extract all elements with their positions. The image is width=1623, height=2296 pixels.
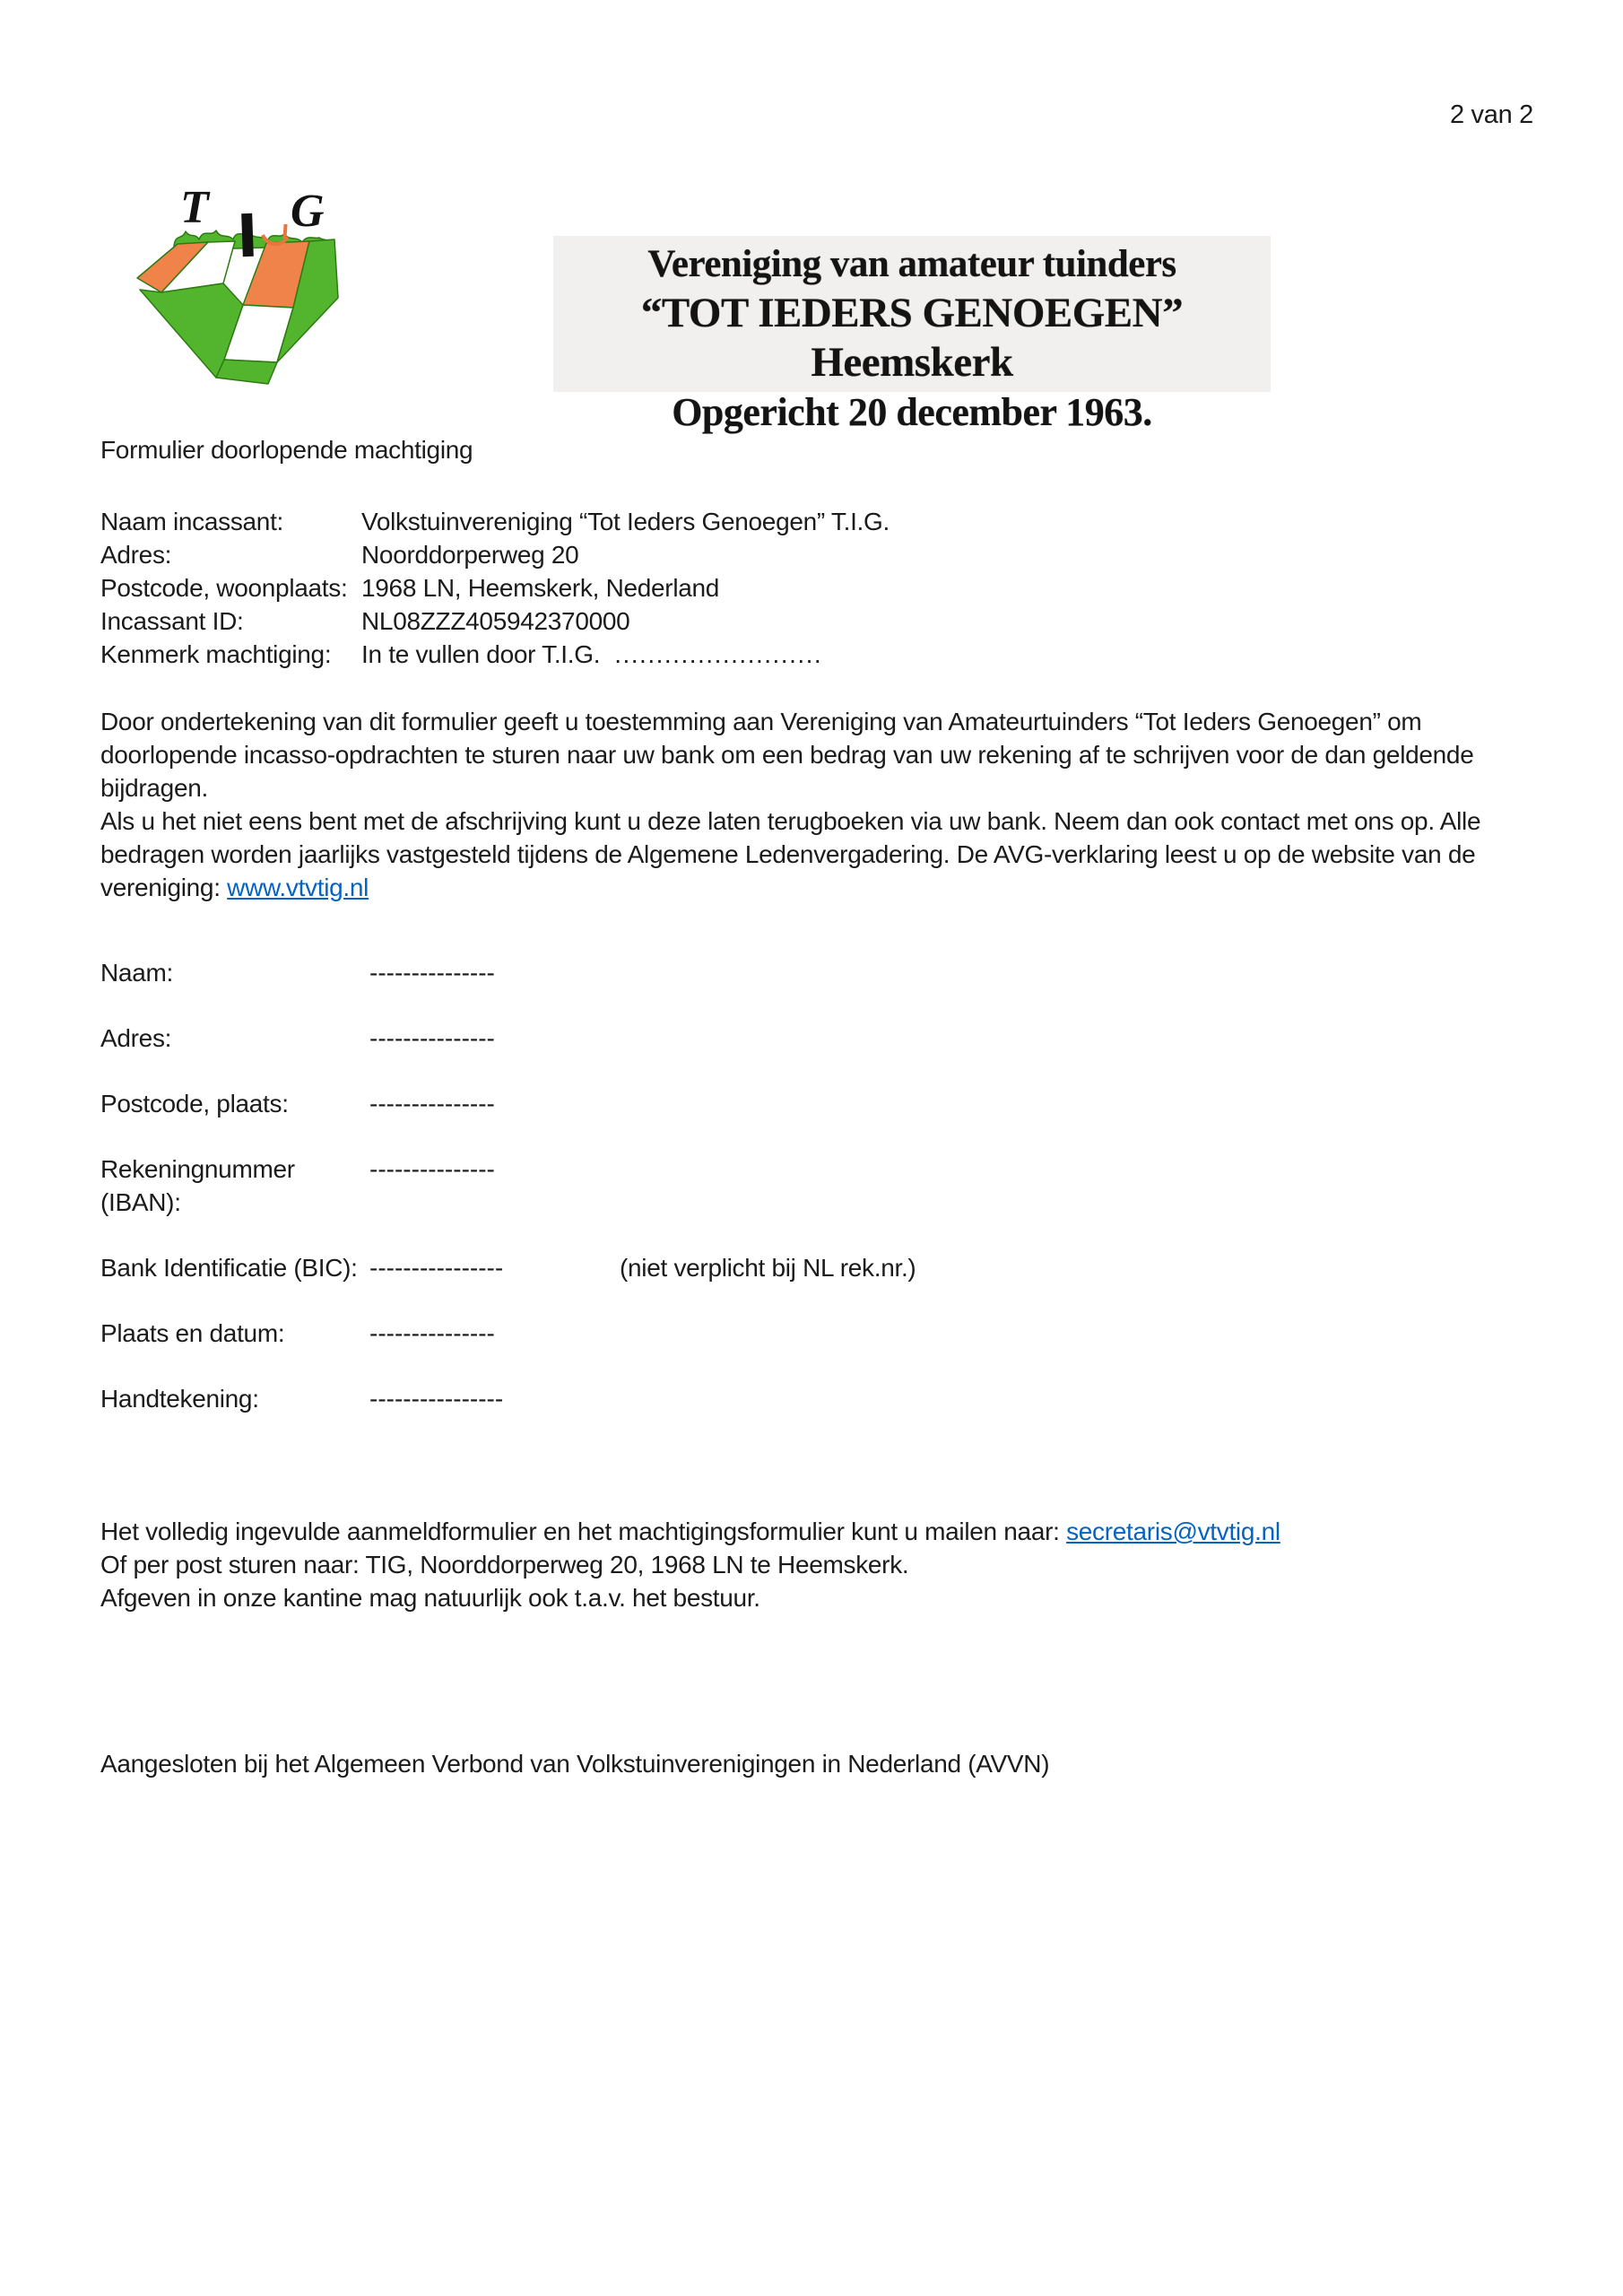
return-instructions xyxy=(100,1515,1542,1614)
field-blank-line: --------------- xyxy=(369,1024,495,1052)
post-line: Of per post sturen naar: TIG, Noorddorperweg 20, 1968 LN te Heemskerk. xyxy=(100,1551,909,1578)
field-label: Plaats en datum: xyxy=(100,1319,285,1347)
creditor-label: Naam incassant: xyxy=(100,508,284,535)
field-label: Adres: xyxy=(100,1024,172,1052)
field-row-adres xyxy=(100,1022,1542,1055)
kantine-line: Afgeven in onze kantine mag natuurlijk ook t.a.v. het bestuur. xyxy=(100,1584,760,1612)
field-label: Rekeningnummer (IBAN): xyxy=(100,1155,295,1216)
tig-logo-icon xyxy=(131,163,343,404)
logo-letter-g: G xyxy=(291,186,325,237)
field-blank-line: --------------- xyxy=(369,959,495,987)
fill-in-fields xyxy=(100,956,1542,1415)
affiliation-line: Aangesloten bij het Algemeen Verbond van Volkstuinverenigingen in Nederland (AVVN) xyxy=(100,1750,1050,1778)
creditor-value: NL08ZZZ405942370000 xyxy=(361,607,630,635)
mandate-paragraph-1: Door ondertekening van dit formulier geeft u toestemming aan Vereniging van Amateurtuinders “Tot Ieders Genoegen” om doorlopende incasso-opdrachten te sturen naar uw bank om een bedrag van uw rekening af te schrijven voor de dan geldende bijdragen. xyxy=(100,708,1474,802)
creditor-row xyxy=(100,638,1542,671)
field-blank-line: --------------- xyxy=(369,1155,495,1183)
mandate-paragraph-2 xyxy=(100,804,1542,904)
field-row-handtekening xyxy=(100,1382,1542,1415)
page-number: 2 van 2 xyxy=(1449,100,1533,129)
creditor-value: Noorddorperweg 20 xyxy=(361,541,579,569)
website-link[interactable]: www.vtvtig.nl xyxy=(227,874,369,901)
field-row-plaats-datum xyxy=(100,1317,1542,1350)
field-row-postcode xyxy=(100,1087,1542,1120)
creditor-label: Incassant ID: xyxy=(100,607,244,635)
creditor-row xyxy=(100,604,1542,638)
mail-line-text: Het volledig ingevulde aanmeldformulier en het machtigingsformulier kunt u mailen naar: xyxy=(100,1518,1067,1545)
form-content xyxy=(100,433,1542,1780)
logo-letter-t: T xyxy=(180,182,209,233)
field-label: Bank Identificatie (BIC): xyxy=(100,1254,358,1282)
field-label: Naam: xyxy=(100,959,173,987)
field-blank-line: ---------------- xyxy=(369,1254,504,1282)
field-label: Postcode, plaats: xyxy=(100,1090,289,1118)
banner-line-1: Vereniging van amateur tuinders xyxy=(647,243,1176,285)
mandate-paragraphs xyxy=(100,705,1542,904)
creditor-value: In te vullen door T.I.G. xyxy=(361,640,601,668)
field-blank-line: --------------- xyxy=(369,1090,495,1118)
creditor-label: Kenmerk machtiging: xyxy=(100,640,332,668)
creditor-label: Postcode, woonplaats: xyxy=(100,574,348,602)
creditor-value: Volkstuinvereniging “Tot Ieders Genoegen” T.I.G. xyxy=(361,508,890,535)
form-title: Formulier doorlopende machtiging xyxy=(100,436,473,464)
field-blank-line: ---------------- xyxy=(369,1385,504,1413)
creditor-block xyxy=(100,505,1542,671)
banner-line-3: Opgericht 20 december 1963. xyxy=(672,390,1152,434)
creditor-row xyxy=(100,571,1542,604)
field-row-bic xyxy=(100,1251,1542,1284)
creditor-row xyxy=(100,538,1542,571)
mail-line xyxy=(100,1515,1542,1548)
email-link[interactable]: secretaris@vtvtig.nl xyxy=(1066,1518,1280,1545)
field-blank-line: --------------- xyxy=(369,1319,495,1347)
logo-band-green-tip xyxy=(216,360,277,384)
association-banner xyxy=(553,236,1271,434)
field-label: Handtekening: xyxy=(100,1385,259,1413)
dotted-leader: ......................... xyxy=(614,640,823,668)
banner-line-2: “TOT IEDERS GENOEGEN” Heemskerk xyxy=(640,290,1184,386)
creditor-value: 1968 LN, Heemskerk, Nederland xyxy=(361,574,720,602)
field-row-iban xyxy=(100,1152,1542,1219)
creditor-label: Adres: xyxy=(100,541,172,569)
field-row-naam xyxy=(100,956,1542,989)
field-note: (niet verplicht bij NL rek.nr.) xyxy=(620,1254,916,1282)
creditor-row xyxy=(100,505,1542,538)
logo-letter-i-bar xyxy=(241,213,254,257)
paragraph-2-text: Als u het niet eens bent met de afschrijving kunt u deze laten terugboeken via uw bank. Neem dan ook contact met ons op. Alle bedragen worden jaarlijks vastgesteld tijdens de Algemene Ledenvergadering. De AVG-verklaring leest u op de website van de vereniging: xyxy=(100,807,1481,901)
